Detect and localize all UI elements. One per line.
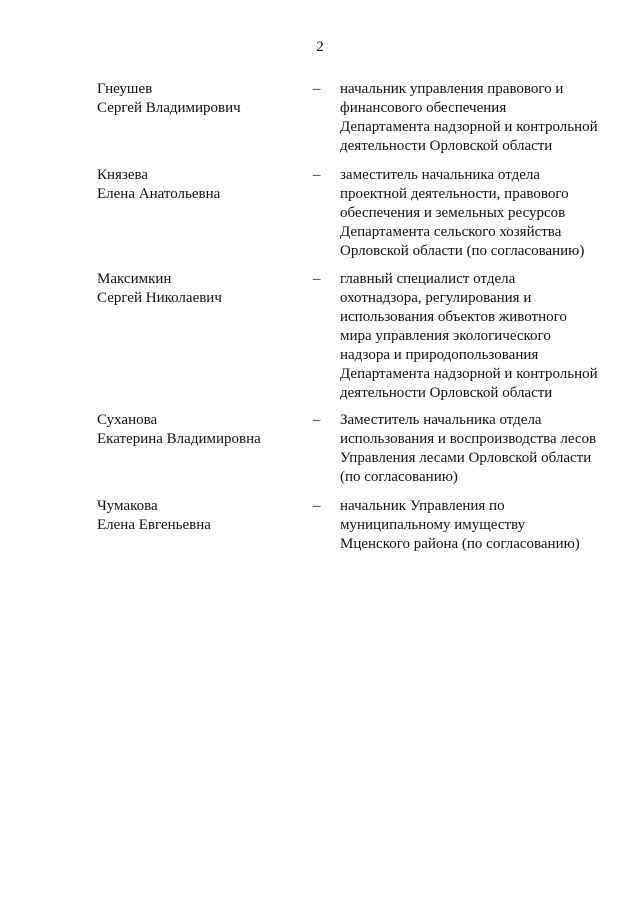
member-entry — [0, 497, 640, 557]
member-surname: Князева — [97, 167, 149, 183]
member-surname: Максимкин — [97, 271, 172, 287]
role-line: использования объектов животного — [340, 309, 567, 325]
role-line: Орловской области (по согласованию) — [340, 243, 585, 259]
role-line: (по согласованию) — [340, 469, 458, 485]
dash-separator: – — [313, 412, 321, 428]
member-given-names: Сергей Владимирович — [97, 100, 241, 116]
role-line: мира управления экологического — [340, 328, 551, 344]
member-given-names: Екатерина Владимировна — [97, 431, 261, 447]
member-entry — [0, 411, 640, 497]
dash-separator: – — [313, 167, 321, 183]
dash-separator: – — [313, 81, 321, 97]
member-list — [0, 80, 640, 557]
role-line: деятельности Орловской области — [340, 385, 553, 401]
member-entry — [0, 80, 640, 166]
member-given-names: Елена Евгеньевна — [97, 517, 211, 533]
role-line: муниципальному имуществу — [340, 517, 526, 533]
role-line: Департамента надзорной и контрольной — [340, 366, 598, 382]
role-line: надзора и природопользования — [340, 347, 539, 363]
role-line: деятельности Орловской области — [340, 138, 553, 154]
role-line: Департамента сельского хозяйства — [340, 224, 562, 240]
member-name — [97, 270, 309, 308]
member-name — [97, 411, 309, 449]
dash-separator: – — [313, 271, 321, 287]
member-role — [340, 80, 608, 156]
role-line: главный специалист отдела — [340, 271, 516, 287]
role-line: Заместитель начальника отдела — [340, 412, 542, 428]
role-line: начальник Управления по — [340, 498, 505, 514]
page-number: 2 — [316, 39, 324, 55]
member-role — [340, 411, 608, 487]
role-line: проектной деятельности, правового — [340, 186, 569, 202]
role-line: заместитель начальника отдела — [340, 167, 540, 183]
member-role — [340, 270, 608, 403]
member-name — [97, 497, 309, 535]
member-given-names: Сергей Николаевич — [97, 290, 222, 306]
member-role — [340, 497, 608, 554]
member-given-names: Елена Анатольевна — [97, 186, 221, 202]
role-line: Департамента надзорной и контрольной — [340, 119, 598, 135]
role-line: начальник управления правового и — [340, 81, 564, 97]
member-entry — [0, 166, 640, 270]
member-name — [97, 166, 309, 204]
dash-separator: – — [313, 498, 321, 514]
member-surname: Гнеушев — [97, 81, 153, 97]
member-entry — [0, 270, 640, 411]
role-line: финансового обеспечения — [340, 100, 507, 116]
member-name — [97, 80, 309, 118]
role-line: Управления лесами Орловской области — [340, 450, 592, 466]
role-line: охотнадзора, регулирования и — [340, 290, 532, 306]
member-surname: Чумакова — [97, 498, 158, 514]
member-role — [340, 166, 608, 261]
role-line: использования и воспроизводства лесов — [340, 431, 597, 447]
role-line: Мценского района (по согласованию) — [340, 536, 580, 552]
member-surname: Суханова — [97, 412, 158, 428]
role-line: обеспечения и земельных ресурсов — [340, 205, 566, 221]
